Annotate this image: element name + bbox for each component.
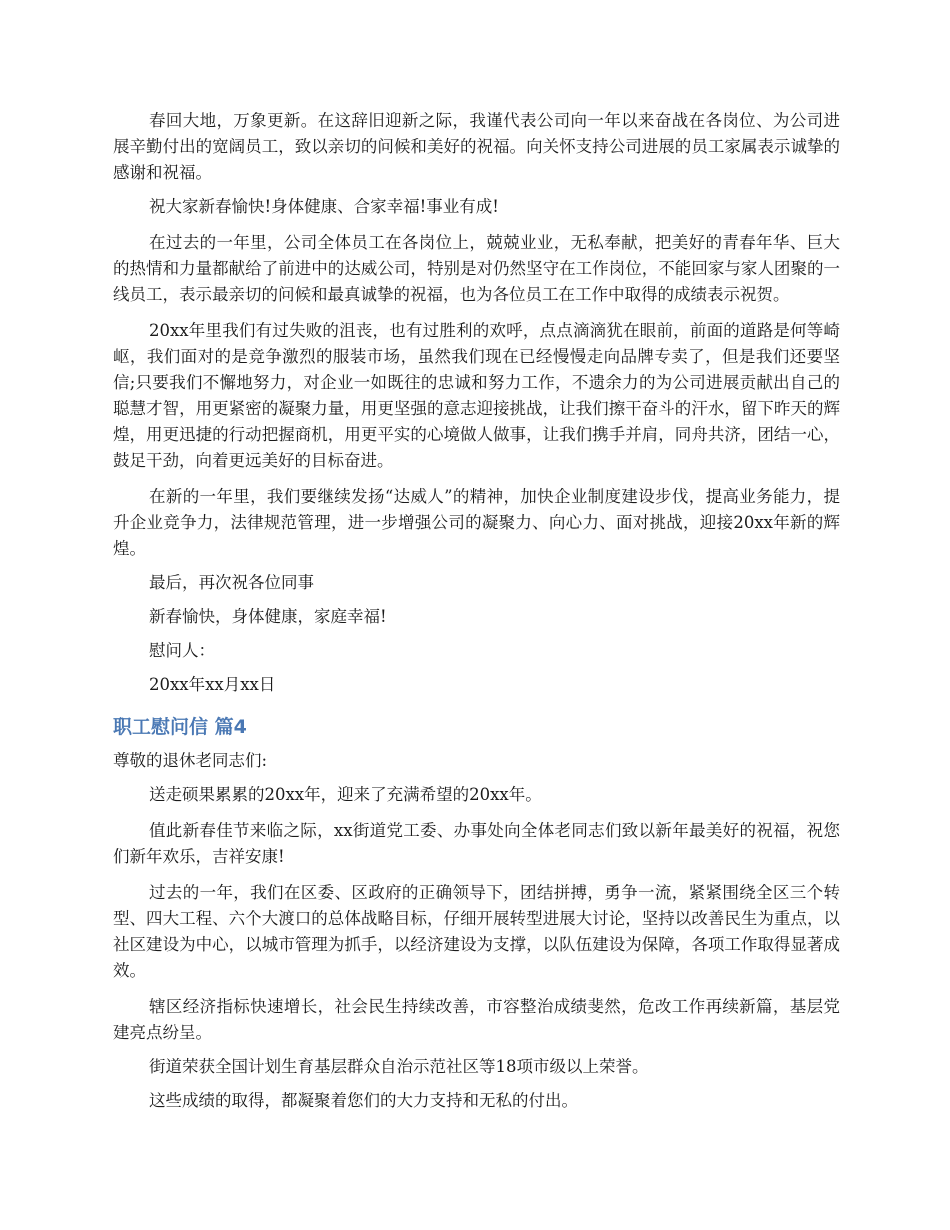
paragraph: 值此新春佳节来临之际，xx街道党工委、办事处向全体老同志们致以新年最美好的祝福，祝您们新年欢乐，吉祥安康! xyxy=(113,821,840,866)
paragraph: 在新的一年里，我们要继续发扬“达威人”的精神，加快企业制度建设步伐，提高业务能力，提升企业竞争力，法律规范管理，进一步增强公司的凝聚力、向心力、面对挑战，迎接20xx年新的辉煌。 xyxy=(113,487,840,558)
paragraph: 送走硕果累累的20xx年，迎来了充满希望的20xx年。 xyxy=(149,785,542,804)
paragraph: 过去的一年，我们在区委、区政府的正确领导下，团结拼搏，勇争一流，紧紧围绕全区三个转型、四大工程、六个大渡口的总体战略目标，仔细开展转型进展大讨论，坚持以改善民生为重点，以社区建设为中心，以城市管理为抓手，以经济建设为支撑，以队伍建设为保障，各项工作取得显著成效。 xyxy=(113,883,840,980)
paragraph: 春回大地，万象更新。在这辞旧迎新之际，我谨代表公司向一年以来奋战在各岗位、为公司进展辛勤付出的宽阔员工，致以亲切的问候和美好的祝福。向关怀支持公司进展的员工家属表示诚挚的感谢和祝福。 xyxy=(113,111,840,182)
paragraph: 最后，再次祝各位同事 xyxy=(149,573,314,592)
section-heading: 职工慰问信 篇4 xyxy=(113,716,247,738)
paragraph: 祝大家新春愉快!身体健康、合家幸福!事业有成! xyxy=(149,197,499,216)
paragraph: 新春愉快，身体健康，家庭幸福! xyxy=(149,607,387,626)
document-page xyxy=(113,108,840,1114)
paragraph: 20xx年里我们有过失败的沮丧，也有过胜利的欢呼，点点滴滴犹在眼前，前面的道路是何等崎岖，我们面对的是竞争激烈的服装市场，虽然我们现在已经慢慢走向品牌专卖了，但是我们还要坚信;只要我们不懈地努力，对企业一如既往的忠诚和努力工作，不遗余力的为公司进展贡献出自己的聪慧才智，用更紧密的凝聚力量，用更坚强的意志迎接挑战，让我们擦干奋斗的汗水，留下昨天的辉煌，用更迅捷的行动把握商机，用更平实的心境做人做事，让我们携手并肩，同舟共济，团结一心，鼓足干劲，向着更远美好的目标奋进。 xyxy=(113,321,840,470)
paragraph: 这些成绩的取得，都凝聚着您们的大力支持和无私的付出。 xyxy=(149,1091,578,1110)
paragraph: 慰问人： xyxy=(149,641,215,660)
paragraph: 街道荣获全国计划生育基层群众自治示范社区等18项市级以上荣誉。 xyxy=(149,1057,649,1076)
salutation: 尊敬的退休老同志们: xyxy=(113,751,268,770)
date-line: 20xx年xx月xx日 xyxy=(149,675,276,694)
paragraph: 辖区经济指标快速增长，社会民生持续改善，市容整治成绩斐然，危改工作再续新篇，基层党建亮点纷呈。 xyxy=(113,997,840,1042)
paragraph: 在过去的一年里，公司全体员工在各岗位上，兢兢业业，无私奉献，把美好的青春年华、巨大的热情和力量都献给了前进中的达威公司，特别是对仍然坚守在工作岗位，不能回家与家人团聚的一线员工，表示最亲切的问候和最真诚挚的祝福，也为各位员工在工作中取得的成绩表示祝贺。 xyxy=(113,233,840,304)
